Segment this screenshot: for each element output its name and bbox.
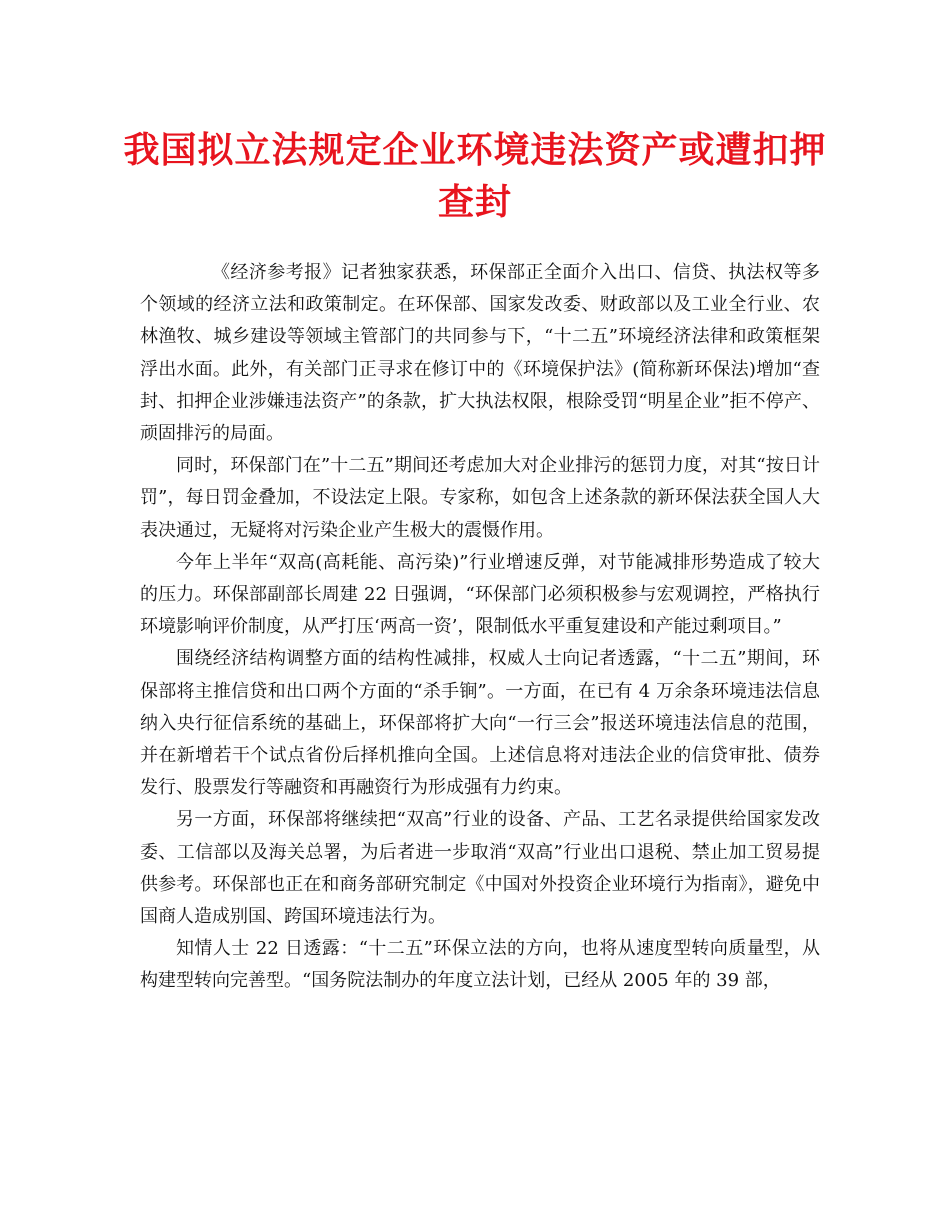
paragraph-2: 同时，环保部门在”十二五”期间还考虑加大对企业排污的惩罚力度，对其“按日计罚”，每日罚金叠加，不设法定上限。专家称，如包含上述条款的新环保法获全国人大表决通过，无疑将对污染企业产生极大的震慑作用。 [140, 455, 820, 541]
paragraph-6: 知情人士 22 日透露：“十二五”环保立法的方向，也将从速度型转向质量型，从构建型转向完善型。“国务院法制办的年度立法计划，已经从 2005 年的 39 部， [140, 938, 820, 992]
paragraph-4: 围绕经济结构调整方面的结构性减排，权威人士向记者透露，“十二五”期间，环保部将主推信贷和出口两个方面的“杀手锏”。一方面，在已有 4 万余条环境违法信息纳入央行征信系统的基础上，环保部将扩大向“一行三会”报送环境违法信息的范围，并在新增若干个试点省份后择机推向全国。上述信息将对违法企业的信贷审批、债券发行、股票发行等融资和再融资行为形成强有力约束。 [140, 648, 820, 799]
article-title: 我国拟立法规定企业环境违法资产或遭扣押查封 [123, 129, 827, 223]
paragraph-3: 今年上半年“双高(高耗能、高污染)”行业增速反弹，对节能减排形势造成了较大的压力。环保部副部长周建 22 日强调，“环保部门必须积极参与宏观调控，严格执行环境影响评价制度，从严打压‘两高一资’，限制低水平重复建设和产能过剩项目。” [140, 551, 820, 638]
paragraph-5: 另一方面，环保部将继续把“双高”行业的设备、产品、工艺名录提供给国家发改委、工信部以及海关总署，为后者进一步取消“双高”行业出口退税、禁止加工贸易提供参考。环保部也正在和商务部研究制定《中国对外投资企业环境行为指南》，避免中国商人造成别国、跨国环境违法行为。 [140, 809, 820, 928]
article-body [140, 257, 820, 998]
paragraph-1: 《经济参考报》记者独家获悉，环保部正全面介入出口、信贷、执法权等多个领域的经济立法和政策制定。在环保部、国家发改委、财政部以及工业全行业、农林渔牧、城乡建设等领域主管部门的共同参与下，“十二五”环境经济法律和政策框架浮出水面。此外，有关部门正寻求在修订中的《环境保护法》(简称新环保法)增加“查封、扣押企业涉嫌违法资产”的条款，扩大执法权限，根除受罚“明星企业”拒不停产、顽固排污的局面。 [140, 262, 820, 445]
